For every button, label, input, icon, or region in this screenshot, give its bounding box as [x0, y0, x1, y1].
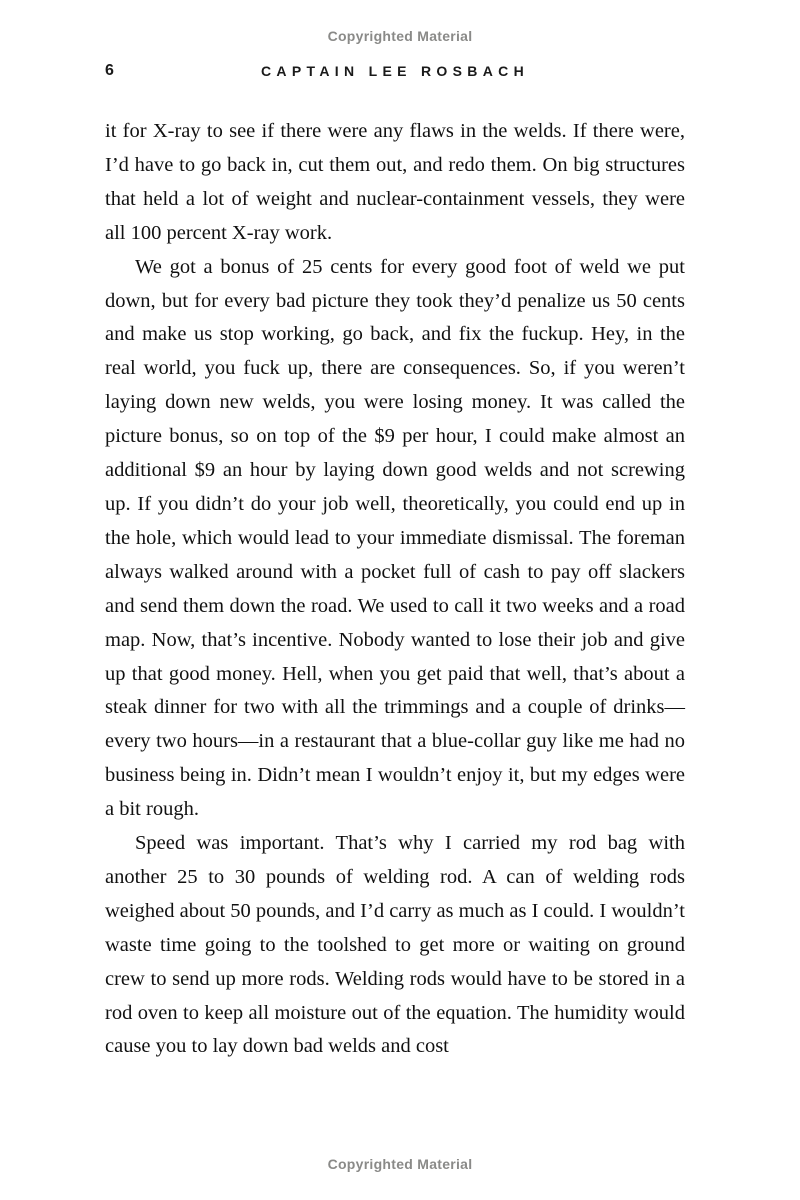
- paragraph: Speed was important. That’s why I carried my rod bag with another 25 to 30 pounds of welding rod. A can of welding rods weighed about 50 pounds, and I’d carry as much as I could. I wouldn’t waste time going to the toolshed to get more or waiting on ground crew to send up more rods. Welding rods would have to be stored in a rod oven to keep all moisture out of the equation. The humidity would cause you to lay down bad welds and cost: [105, 832, 685, 1058]
- copyright-notice-bottom: Copyrighted Material: [327, 1156, 473, 1172]
- running-header: [105, 62, 685, 86]
- paragraph: it for X-ray to see if there were any flaws in the welds. If there were, I’d have to go back in, cut them out, and redo them. On big structures that held a lot of weight and nuclear-containment vessels, they were all 100 percent X-ray work.: [105, 120, 685, 244]
- page-number: 6: [105, 62, 114, 79]
- copyright-notice-top: Copyrighted Material: [327, 28, 473, 44]
- running-header-title: CAPTAIN LEE ROSBACH: [260, 63, 530, 79]
- page-body-text: [105, 115, 685, 1064]
- paragraph: We got a bonus of 25 cents for every good foot of weld we put down, but for every bad picture they took they’d penalize us 50 cents and make us stop working, go back, and fix the fuckup. Hey, in the real world, you fuck up, there are consequences. So, if you weren’t laying down new welds, you were losing money. It was called the picture bonus, so on top of the $9 per hour, I could make almost an additional $9 an hour by laying down good welds and not screwing up. If you didn’t do your job well, theoretically, you could end up in the hole, which would lead to your immediate dismissal. The foreman always walked around with a pocket full of cash to pay off slackers and send them down the road. We used to call it two weeks and a road map. Now, that’s incentive. Nobody wanted to lose their job and give up that good money. Hell, when you get paid that well, that’s about a steak dinner for two with all the trimmings and a couple of drinks—every two hours—in a restaurant that a blue-collar guy like me had no business being in. Didn’t mean I wouldn’t enjoy it, but my edges were a bit rough.: [105, 255, 685, 821]
